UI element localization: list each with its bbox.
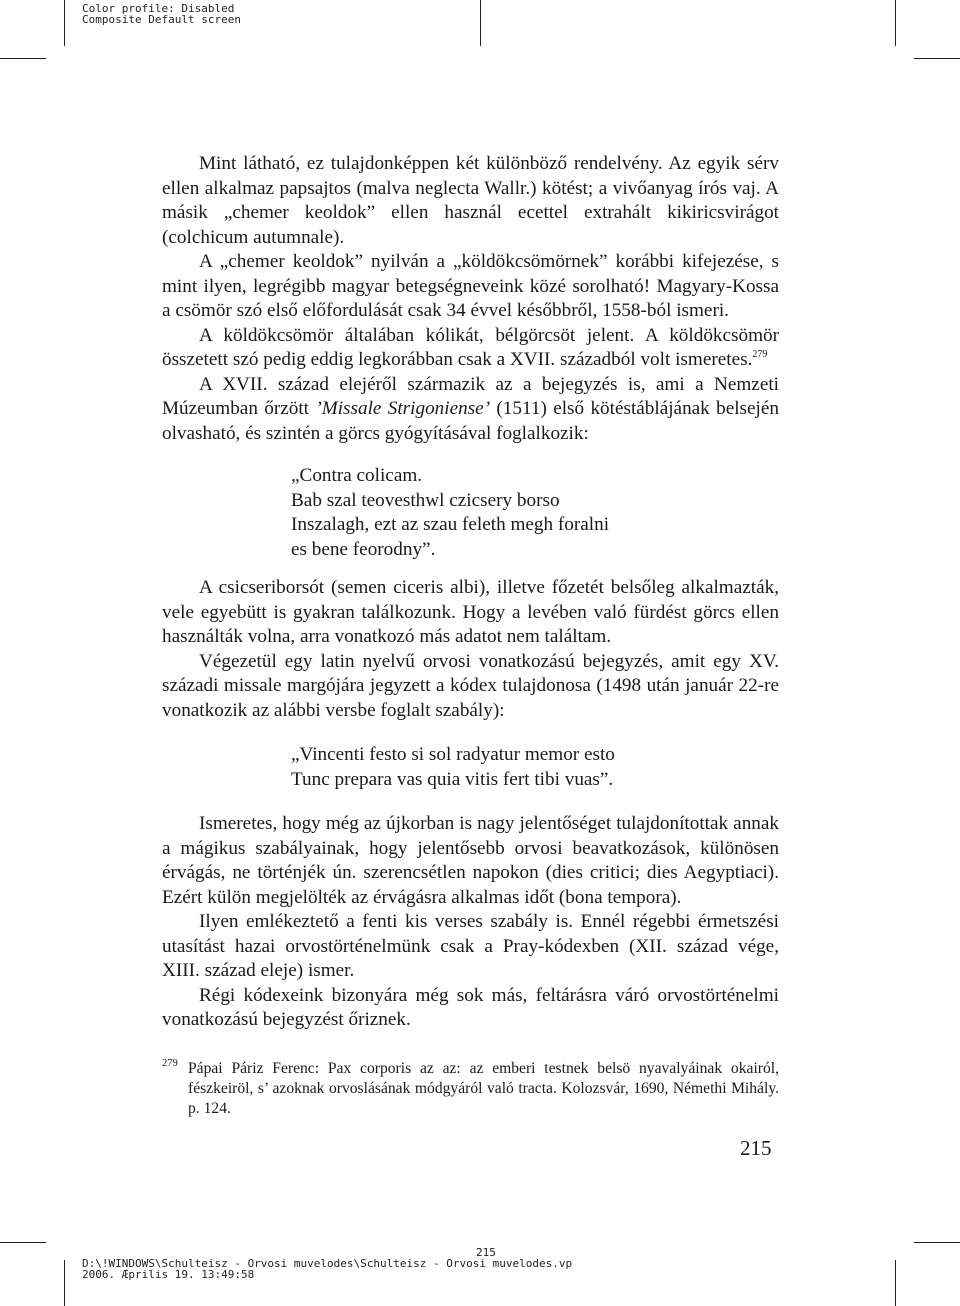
- crop-mark: [0, 58, 46, 59]
- crop-mark: [895, 1260, 896, 1306]
- footnote-text: Pápai Páriz Ferenc: Pax corporis az az: az emberi testnek belsö nyavalyáinak okairól, fészkeiröl, s’ azoknak orvoslásának módgyáról való tracta. Kolozsvár, 1690, Némethi Mihály. p. 124.: [188, 1060, 779, 1117]
- verse-line: Tunc prepara vas quia vitis fert tibi vuas”.: [291, 768, 614, 790]
- paragraph-text: A köldökcsömör általában kólikát, bélgörcsöt jelent. A köldökcsömör összetett szó pedig eddig legkorábban csak a XVII. századból volt ismeretes.: [162, 324, 779, 370]
- crop-mark: [64, 1260, 65, 1306]
- paragraph: Mint látható, ez tulajdonképpen két különböző rendelvény. Az egyik sérv ellen alkalmaz papsajtos (malva neglecta Wallr.) kötést; a vivőanyag írós vaj. A másik „chemer keoldok” ellen használ ecettel extrahált kikiricsvirágot (colchicum autumnale).: [162, 153, 779, 248]
- italic-title: ’Missale Strigoniense’: [315, 398, 491, 419]
- body-text: [162, 152, 779, 1033]
- paragraph: Végezetül egy latin nyelvű orvosi vonatkozású bejegyzés, amit egy XV. századi missale margójára jegyzett a kódex tulajdonosa (1498 után január 22-re vonatkozik az alábbi versbe foglalt szabály):: [162, 650, 779, 721]
- print-footer-path: D:\!WINDOWS\Schulteisz - Orvosi muvelodes\Schulteisz - Orvosi muvelodes.vp: [82, 1257, 573, 1270]
- verse-line: Bab szal teovesthwl czicsery borso: [291, 489, 560, 511]
- footnote-number: 279: [162, 1058, 178, 1069]
- verse-block: [291, 743, 779, 792]
- paragraph: Ismeretes, hogy még az újkorban is nagy jelentőséget tulajdonítottak annak a mágikus szabályainak, hogy jelentősebb orvosi beavatkozások, különösen érvágás, ne történjék ún. szerencsétlen napokon (dies critici; dies Aegyptiaci). Ezért külön megjelölték az érvágásra alkalmas időt (bona tempora).: [162, 813, 779, 908]
- verse-block: [291, 464, 779, 562]
- verse-line: „Vincenti festo si sol radyatur memor esto: [291, 744, 615, 765]
- print-footer-page: 215: [476, 1246, 496, 1259]
- crop-mark: [895, 0, 896, 46]
- paragraph: A csicseriborsót (semen ciceris albi), illetve főzetét belsőleg alkalmazták, vele egyebütt is gyakran találkozunk. Hogy a levében való fürdést görcs ellen használták volna, arra vonatkozó más adatot nem találtam.: [162, 577, 779, 647]
- footnote-reference: 279: [752, 349, 768, 360]
- paragraph-text: A XVII. század elejéről származik az a bejegyzés is, ami a Nemzeti Múzeumban őrzött: [162, 373, 779, 419]
- paragraph: A „chemer keoldok” nyilván a „köldökcsömörnek” korábbi kifejezése, s mint ilyen, legrégibb magyar betegségneveink közé sorolható! Magyary-Kossa a csömör szó első előfordulását csak 34 évvel későbbről, 1558-ból ismeri.: [162, 251, 779, 321]
- verse-line: es bene feorodny”.: [291, 538, 436, 560]
- crop-mark: [0, 1242, 46, 1243]
- crop-mark: [914, 58, 960, 59]
- footnote: [162, 1059, 779, 1119]
- verse-line: „Contra colicam.: [291, 465, 423, 486]
- paragraph: [162, 373, 779, 447]
- verse-line: Inszalagh, ezt az szau feleth megh foralni: [291, 514, 610, 535]
- print-header-line-2: Composite Default screen: [82, 13, 241, 26]
- page-number: 215: [740, 1136, 772, 1160]
- print-footer-date: 2006. Æprilis 19. 13:49:58: [82, 1268, 255, 1281]
- crop-mark: [64, 0, 65, 46]
- crop-mark: [914, 1242, 960, 1243]
- print-header-line-1: Color profile: Disabled: [82, 2, 235, 15]
- paragraph: [162, 324, 779, 373]
- crop-mark: [480, 0, 481, 46]
- paragraph: Ilyen emlékeztető a fenti kis verses szabály is. Ennél régebbi érmetszési utasítást hazai orvostörténelmünk csak a Pray-kódexben (XII. század vége, XIII. század eleje) ismer.: [162, 911, 779, 981]
- paragraph-text: (1511) első kötéstáblájának belsején olvasható, és szintén a görcs gyógyításával foglalkozik:: [162, 398, 779, 444]
- paragraph: Régi kódexeink bizonyára még sok más, feltárásra váró orvostörténelmi vonatkozású bejegyzést őriznek.: [162, 984, 779, 1030]
